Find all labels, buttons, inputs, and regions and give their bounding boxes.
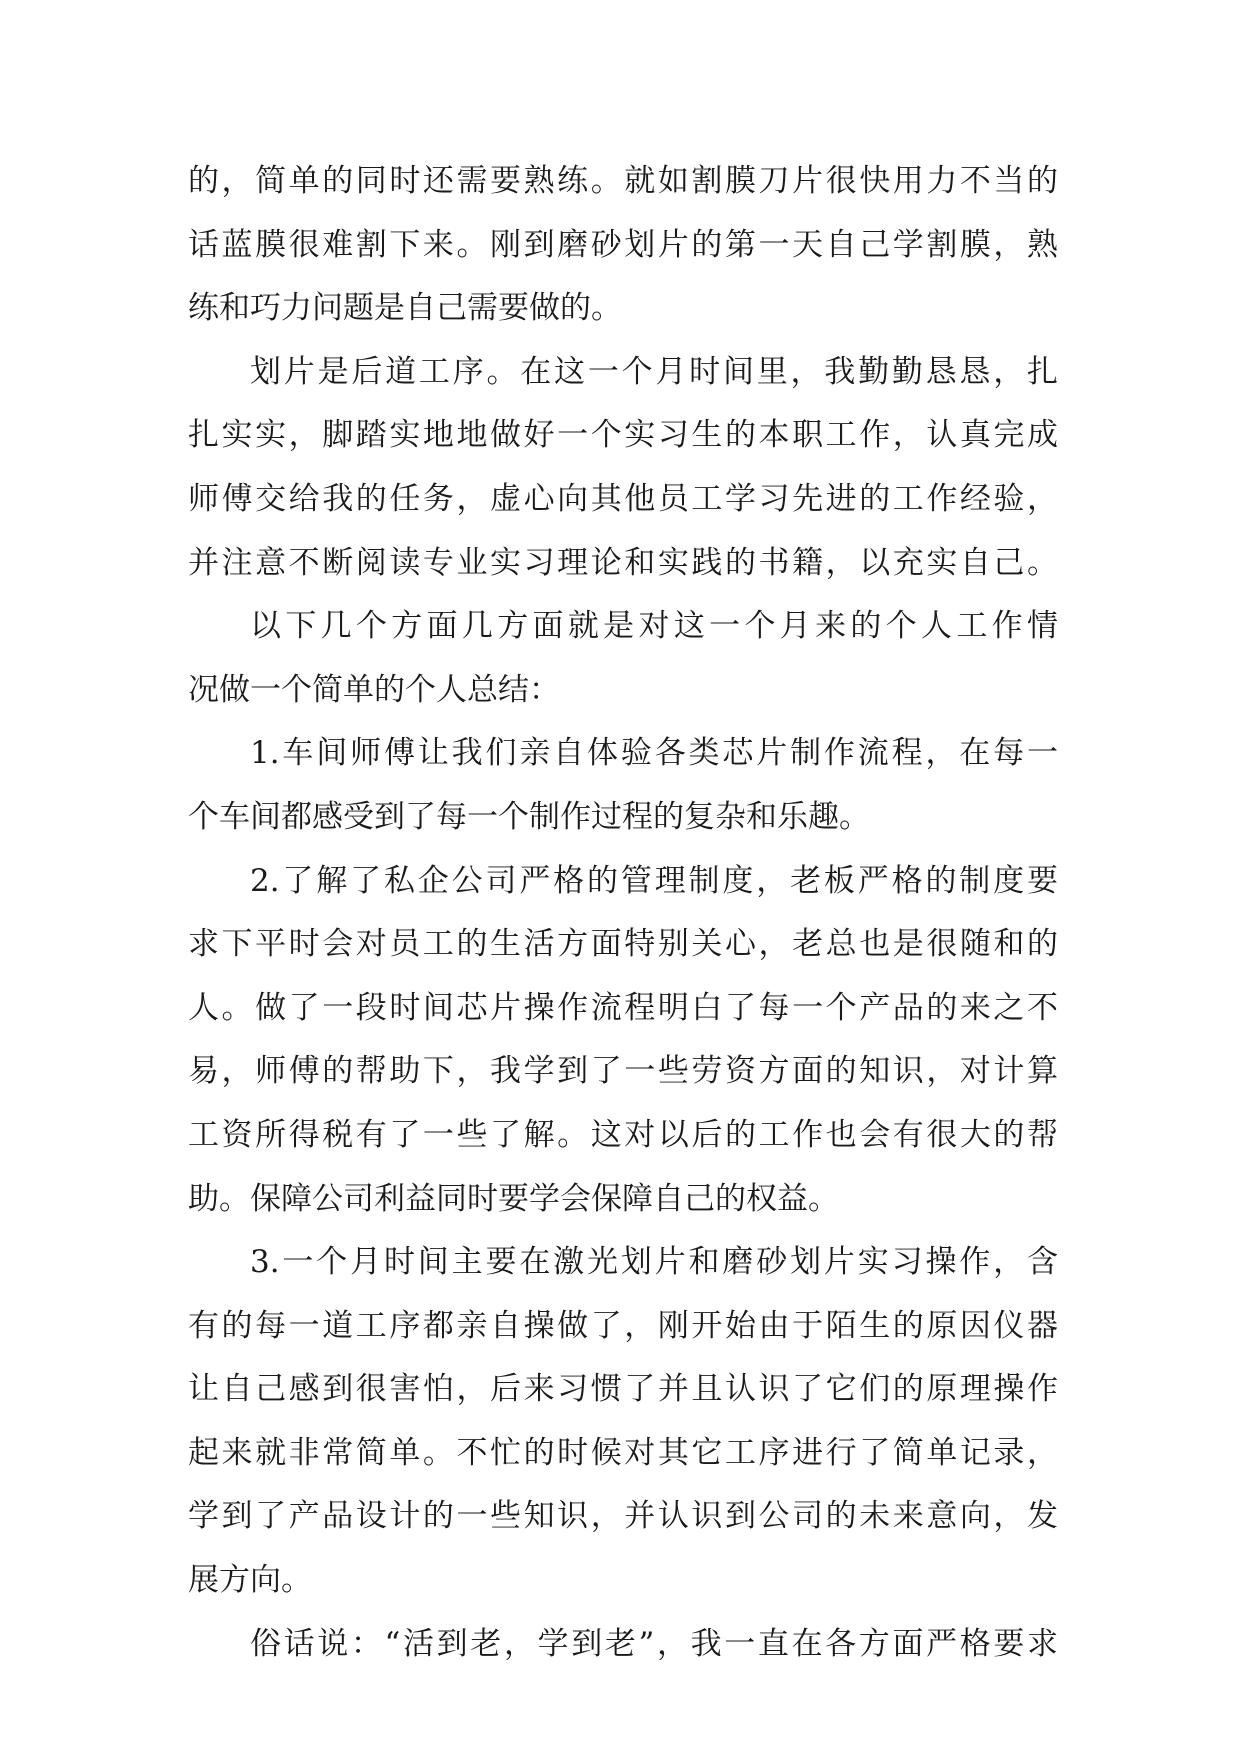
text-line: 1.车间师傅让我们亲自体验各类芯片制作流程，在每一 [250, 735, 1058, 772]
paragraph-2 [188, 341, 1058, 595]
document-body [188, 150, 1058, 1676]
paragraph-7 [188, 1613, 1058, 1677]
paragraph-3 [188, 595, 1058, 722]
text-line: 2.了解了私企公司严格的管理制度，老板严格的制度要 [250, 862, 1058, 899]
text-line: 展方向。 [188, 1562, 312, 1599]
text-line: 况做一个简单的个人总结： [188, 671, 560, 708]
text-line: 人。做了一段时间芯片操作流程明白了每一个产品的来之不 [188, 989, 1058, 1026]
text-line: 个车间都感受到了每一个制作过程的复杂和乐趣。 [188, 798, 870, 835]
text-line: 划片是后道工序。在这一个月时间里，我勤勤恳恳，扎 [250, 353, 1058, 390]
text-line: 助。保障公司利益同时要学会保障自己的权益。 [188, 1180, 839, 1217]
text-line: 以下几个方面几方面就是对这一个月来的个人工作情 [250, 608, 1058, 645]
text-line: 工资所得税有了一些了解。这对以后的工作也会有很大的帮 [188, 1116, 1058, 1153]
text-line: 扎实实，脚踏实地地做好一个实习生的本职工作，认真完成 [188, 417, 1058, 454]
text-line: 起来就非常简单。不忙的时候对其它工序进行了简单记录， [188, 1434, 1058, 1471]
text-line: 3.一个月时间主要在激光划片和磨砂划片实习操作，含 [250, 1244, 1058, 1281]
paragraph-6 [188, 1231, 1058, 1613]
text-line: 易，师傅的帮助下，我学到了一些劳资方面的知识，对计算 [188, 1053, 1058, 1090]
text-line: 师傅交给我的任务，虚心向其他员工学习先进的工作经验， [188, 480, 1058, 517]
text-line: 学到了产品设计的一些知识，并认识到公司的未来意向，发 [188, 1498, 1058, 1535]
text-line: 俗话说：“活到老，学到老”，我一直在各方面严格要求 [250, 1625, 1058, 1662]
paragraph-1 [188, 150, 1058, 341]
text-line: 并注意不断阅读专业实习理论和实践的书籍，以充实自己。 [188, 544, 1058, 581]
text-line: 话蓝膜很难割下来。刚到磨砂划片的第一天自己学割膜，熟 [188, 226, 1058, 263]
text-line: 有的每一道工序都亲自操做了，刚开始由于陌生的原因仪器 [188, 1307, 1058, 1344]
text-line: 练和巧力问题是自己需要做的。 [188, 290, 622, 327]
text-line: 的，简单的同时还需要熟练。就如割膜刀片很快用力不当的 [188, 163, 1058, 199]
text-line: 求下平时会对员工的生活方面特别关心，老总也是很随和的 [188, 926, 1058, 963]
paragraph-5 [188, 850, 1058, 1232]
paragraph-4 [188, 722, 1058, 849]
text-line: 让自己感到很害怕，后来习惯了并且认识了它们的原理操作 [188, 1371, 1058, 1408]
